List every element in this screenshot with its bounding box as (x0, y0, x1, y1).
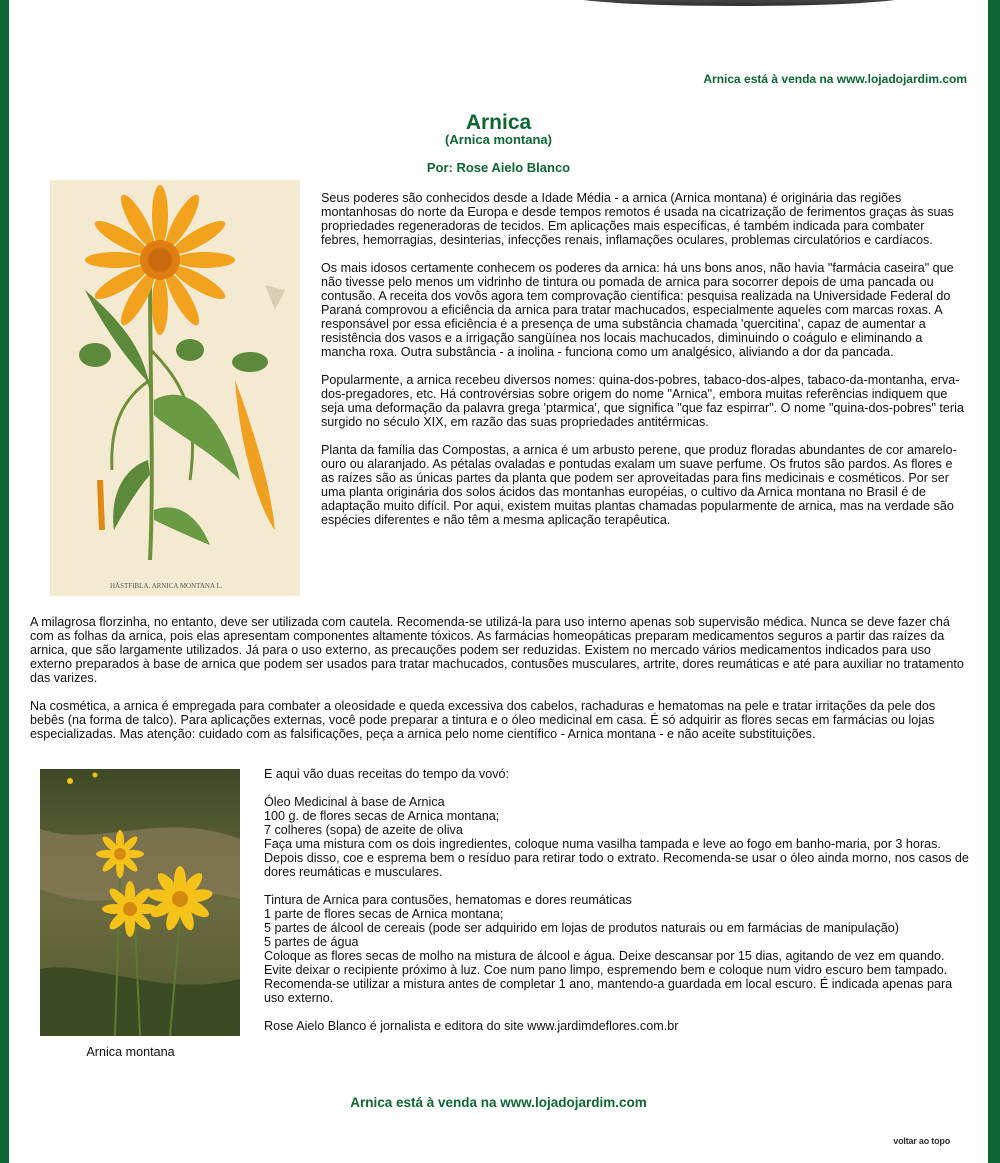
botanical-illustration (50, 180, 300, 596)
article-paragraph: Seus poderes são conhecidos desde a Idade Média - a arnica (Arnica montana) é originária das regiões montanhosas do norte da Europa e desde tempos remotos é usada na cicatrização de ferimentos graças às suas propriedades regeneradoras de tecidos. Em aplicações mais específicas, é também indicada para combater febres, hemorragias, desinterias, infecções renais, inflamações oculares, problemas circulatórios e cardíacos. (321, 191, 954, 247)
arnica-photo (40, 769, 240, 1036)
article-paragraph: Planta da família das Compostas, a arnica é um arbusto perene, que produz floradas abundantes de cor amarelo-ouro ou alaranjado. As pétalas ovaladas e pontudas exalam um suave perfume. Os frutos são pardos. As flores e as raízes são as únicas partes da planta que podem ser aproveitadas para fins medicinais e cosméticos. Por ser uma planta originária dos solos ácidos das montanhas européias, o cultivo da Arnica montana no Brasil é de adaptação muito difícil. Por aqui, existem muitas plantas chamadas popularmente de arnica, mas na verdade são espécies diferentes e não têm a mesma aplicação terapêutica. (321, 443, 957, 527)
article-column-right (321, 191, 966, 541)
article-paragraph: Os mais idosos certamente conhecem os poderes da arnica: há uns bons anos, não havia "farmácia caseira" que não tivesse pelo menos um vidrinho de tintura ou pomada de arnica para socorrer depois de uma pancada ou contusão. A receita dos vovôs agora tem comprovação científica: pesquisa realizada na Universidade Federal do Paraná comprovou a eficiência da arnica para tratar machucados, especialmente aqueles com marcas roxas. A responsável por essa eficiência é a presença de uma substância chamada 'quercitina', capaz de aumentar a resistência dos vasos e a irrigação sangüínea nos locais machucados, diminuindo o coágulo e eliminando a mancha roxa. Outra substância - a inolina - funciona como um analgésico, aliviando a dor da pancada. (321, 261, 954, 359)
author-byline: Por: Rose Aielo Blanco (426, 160, 571, 175)
recipe-ingredient: 1 parte de flores secas de Arnica montana; (264, 907, 504, 921)
recipe-tincture (264, 893, 969, 1005)
author-bio: Rose Aielo Blanco é jornalista e editora do site www.jardimdeflores.com.br (264, 1019, 679, 1033)
article-paragraph: Na cosmética, a arnica é empregada para combater a oleosidade e queda excessiva dos cabelos, rachaduras e hematomas na pele e tratar irritações da pele dos bebês (na forma de talco). Para aplicações externas, você pode preparar a tintura e o óleo medicinal em casa. É só adquirir as flores secas em farmácias ou lojas especializadas. Mas atenção: cuidado com as falsificações, peça a arnica pelo nome científico - Arnica montana - e não aceite substituições. (30, 699, 936, 741)
article-paragraph: A milagrosa florzinha, no entanto, deve ser utilizada com cautela. Recomenda-se utilizá-la para uso interno apenas sob supervisão médica. Nunca se deve fazer chá com as folhas da arnica, pois elas apresentam componentes altamente tóxicos. As farmácias homeopáticas preparam medicamentos seguros a partir das raízes da arnica, que são largamente utilizados. Já para o uso externo, as precauções podem ser reduzidas. Existem no mercado vários medicamentos indicados para uso externo preparados à base de arnica que podem ser usados para tratar machucados, contusões musculares, artrite, dores reumáticas e até para auxiliar no tratamento das varizes. (30, 615, 964, 685)
recipe-method: Faça uma mistura com os dois ingredientes, coloque numa vasilha tampada e leve ao fogo em banho-maria, por 3 horas. Depois disso, coe e esprema bem o resíduo para retirar todo o extrato. Recomenda-se usar o óleo ainda morno, nos casos de dores reumáticas e musculares. (264, 837, 969, 879)
article-paragraph: Popularmente, a arnica recebeu diversos nomes: quina-dos-pobres, tabaco-dos-alpes, tabaco-da-montanha, erva-dos-pregadores, etc. Há controvérsias sobre origem do nome "Arnica", embora muitas referências indiquem que seja uma deformação da palavra grega 'ptarmica', que significa "que faz espirrar". O nome "quina-dos-pobres" teria surgido no século XIX, em razão das suas propriedades antitérmicas. (321, 373, 964, 429)
recipe-ingredient: 5 partes de água (264, 935, 359, 949)
recipe-title: Óleo Medicinal à base de Arnica (264, 795, 445, 809)
recipe-method: Coloque as flores secas de molho na mistura de álcool e água. Deixe descansar por 15 dias, agitando de vez em quando. Evite deixar o recipiente próximo à luz. Coe num pano limpo, espremendo bem e coloque num vidro escuro bem tampado. Recomenda-se utilizar a mistura antes de completar 1 ano, mantendo-a guardada em local escuro. É indicada apenas para uso externo. (264, 949, 953, 1005)
recipes-section (264, 767, 969, 1047)
illustration-label: HÄSTFIBLA, ARNICA MONTANA L. (110, 582, 223, 590)
page-title: Arnica (465, 111, 532, 134)
store-link-bottom[interactable]: Arnica está à venda na www.lojadojardim.com (350, 1095, 647, 1110)
scientific-name: (Arnica montana) (445, 132, 552, 147)
recipe-ingredient: 5 partes de álcool de cereais (pode ser adquirido em lojas de produtos naturais ou em farmácias de manipulação) (264, 921, 899, 935)
store-link-top[interactable]: Arnica está à venda na www.lojadojardim.com (703, 72, 967, 86)
photo-caption: Arnica montana (86, 1045, 175, 1059)
recipes-intro: E aqui vão duas receitas do tempo da vovó: (264, 767, 510, 781)
recipe-ingredient: 100 g. de flores secas de Arnica montana; (264, 809, 500, 823)
page (9, 0, 988, 1163)
header-decoration (569, 0, 909, 6)
back-to-top-link[interactable]: voltar ao topo (893, 1136, 950, 1146)
recipe-ingredient: 7 colheres (sopa) de azeite de oliva (264, 823, 463, 837)
recipe-title: Tintura de Arnica para contusões, hematomas e dores reumáticas (264, 893, 632, 907)
recipe-oil (264, 795, 969, 879)
article-fullwidth (30, 615, 967, 755)
